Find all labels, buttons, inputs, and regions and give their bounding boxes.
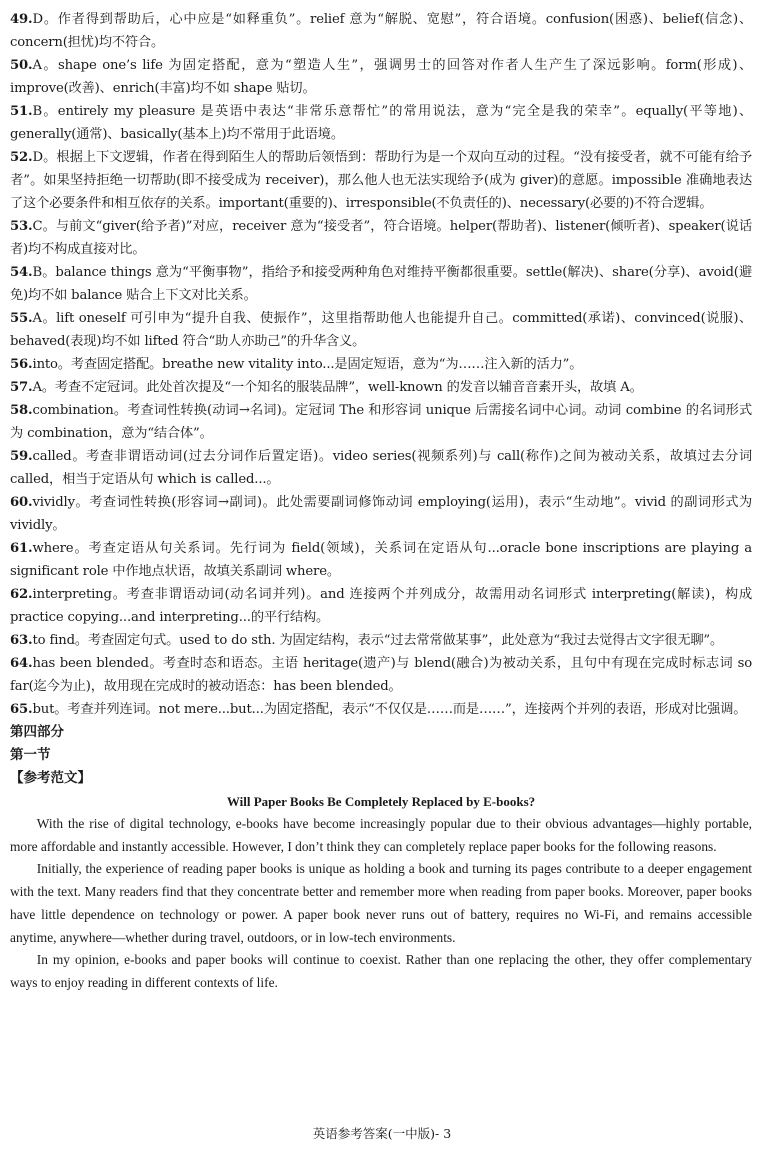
subsection-heading: 第一节: [10, 747, 51, 763]
answer-item: [10, 491, 752, 537]
answer-number: 54.: [10, 265, 33, 280]
part-heading: 第四部分: [10, 724, 64, 740]
sample-essay-label: 【参考范文】: [10, 770, 91, 786]
essay-paragraph: In my opinion, e-books and paper books will continue to coexist. Rather than one replacing the other, they offer complementary ways to enjoy reading in different contexts of life.: [10, 952, 752, 990]
answer-number: 60.: [10, 495, 33, 510]
answer-text: but。考查并列连词。not mere...but...为固定搭配，表示“不仅仅是……而是……”，连接两个并列的表语，形成对比强调。: [32, 702, 747, 717]
answer-text: B。balance things 意为“平衡事物”，指给予和接受两种角色对维持平衡都很重要。settle(解决)、share(分享)、avoid(避免)均不如 balance 贴合上下文对比关系。: [10, 265, 753, 303]
answer-item: [10, 353, 752, 376]
answer-number: 65.: [10, 702, 33, 717]
answer-text: called。考查非谓语动词(过去分词作后置定语)。video series(视频系列)与 call(称作)之间为被动关系，故填过去分词 called，相当于定语从句 which is called...。: [10, 449, 752, 487]
answer-text: vividly。考查词性转换(形容词→副词)。此处需要副词修饰动词 employing(运用)，表示“生动地”。vivid 的副词形式为 vividly。: [10, 495, 752, 533]
answer-number: 64.: [10, 656, 33, 671]
answer-item: [10, 698, 752, 721]
answer-item: [10, 583, 752, 629]
answer-page: [10, 8, 752, 995]
answer-number: 55.: [10, 311, 33, 326]
answer-number: 57.: [10, 380, 33, 395]
answer-text: interpreting。考查非谓语动词(动名词并列)。and 连接两个并列成分，故需用动名词形式 interpreting(解读)，构成 practice copying...and interpreting...的平行结构。: [10, 587, 752, 625]
answer-text: D。根据上下文逻辑，作者在得到陌生人的帮助后领悟到：帮助行为是一个双向互动的过程。“没有接受者，就不可能有给予者”。如果坚持拒绝一切帮助(即不接受成为 receiver)，那么他人也无法实现给予(成为 giver)的意愿。impossible 准确地表达了这个必要条件和相互依存的关系。important(重要的)、irresponsible(不负责任的)、necessary(必要的)不符合逻辑。: [10, 150, 752, 211]
answer-number: 62.: [10, 587, 33, 602]
answer-list: [10, 8, 752, 721]
answer-number: 63.: [10, 633, 33, 648]
essay-paragraph: Initially, the experience of reading paper books is unique as holding a book and turning its pages contribute to a deeper engagement with the text. Many readers find that they concentrate better and remember more when reading from paper books. Moreover, paper books have little dependence on technology or power. A paper book never runs out of battery, requires no Wi-Fi, and remains accessible anytime, anywhere—whether during travel, outdoors, or in low-tech environments.: [10, 861, 752, 945]
answer-item: [10, 537, 752, 583]
answer-text: into。考查固定搭配。breathe new vitality into...是固定短语，意为“为……注入新的活力”。: [32, 357, 583, 372]
answer-text: A。考查不定冠词。此处首次提及“一个知名的服装品牌”，well-known 的发音以辅音音素开头，故填 A。: [32, 380, 643, 395]
answer-item: [10, 307, 752, 353]
answer-item: [10, 629, 752, 652]
essay-paragraph: With the rise of digital technology, e-books have become increasingly popular due to their obvious advantages—highly portable, more affordable and instantly accessible. However, I don’t think they can completely replace paper books for the following reasons.: [10, 816, 752, 854]
answer-item: [10, 8, 752, 54]
answer-text: has been blended。考查时态和语态。主语 heritage(遗产)与 blend(融合)为被动关系，且句中有现在完成时标志词 so far(迄今为止)，故用现在完成时的被动语态：has been blended。: [10, 656, 752, 694]
answer-item: [10, 376, 752, 399]
page-footer: 英语参考答案(一中版)- 3: [312, 1126, 452, 1141]
answer-item: [10, 54, 752, 100]
answer-number: 51.: [10, 104, 33, 119]
answer-text: C。与前文“giver(给予者)”对应，receiver 意为“接受者”，符合语境。helper(帮助者)、listener(倾听者)、speaker(说话者)均不构成直接对比。: [10, 219, 752, 257]
answer-item: [10, 215, 752, 261]
answer-item: [10, 652, 752, 698]
answer-item: [10, 261, 752, 307]
answer-number: 49.: [10, 12, 33, 27]
answer-number: 59.: [10, 449, 33, 464]
answer-text: A。lift oneself 可引申为“提升自我、使振作”，这里指帮助他人也能提升自己。committed(承诺)、convinced(说服)、behaved(表现)均不如 lifted 符合“助人亦助己”的升华含义。: [10, 311, 752, 349]
essay-title: Will Paper Books Be Completely Replaced by E-books?: [226, 794, 536, 809]
answer-item: [10, 399, 752, 445]
answer-text: combination。考查词性转换(动词→名词)。定冠词 The 和形容词 unique 后需接名词中心词。动词 combine 的名词形式为 combination，意为“结合体”。: [10, 403, 752, 441]
answer-number: 61.: [10, 541, 33, 556]
answer-number: 52.: [10, 150, 33, 165]
answer-item: [10, 146, 752, 215]
answer-text: where。考查定语从句关系词。先行词为 field(领域)，关系词在定语从句...oracle bone inscriptions are playing a significant role 中作地点状语，故填关系副词 where。: [10, 541, 752, 579]
answer-text: B。entirely my pleasure 是英语中表达“非常乐意帮忙”的常用说法，意为“完全是我的荣幸”。equally(平等地)、generally(通常)、basically(基本上)均不常用于此语境。: [10, 104, 752, 142]
answer-number: 50.: [10, 58, 33, 73]
answer-item: [10, 100, 752, 146]
answer-number: 58.: [10, 403, 33, 418]
answer-number: 53.: [10, 219, 33, 234]
answer-text: D。作者得到帮助后，心中应是“如释重负”。relief 意为“解脱、宽慰”，符合语境。confusion(困惑)、belief(信念)、concern(担忧)均不符合。: [10, 12, 752, 50]
answer-item: [10, 445, 752, 491]
answer-number: 56.: [10, 357, 33, 372]
answer-text: to find。考查固定句式。used to do sth. 为固定结构，表示“过去常常做某事”，此处意为“我过去觉得古文字很无聊”。: [32, 633, 724, 648]
answer-text: A。shape one’s life 为固定搭配，意为“塑造人生”，强调男士的回答对作者人生产生了深远影响。form(形成)、improve(改善)、enrich(丰富)均不如 shape 贴切。: [10, 58, 752, 96]
